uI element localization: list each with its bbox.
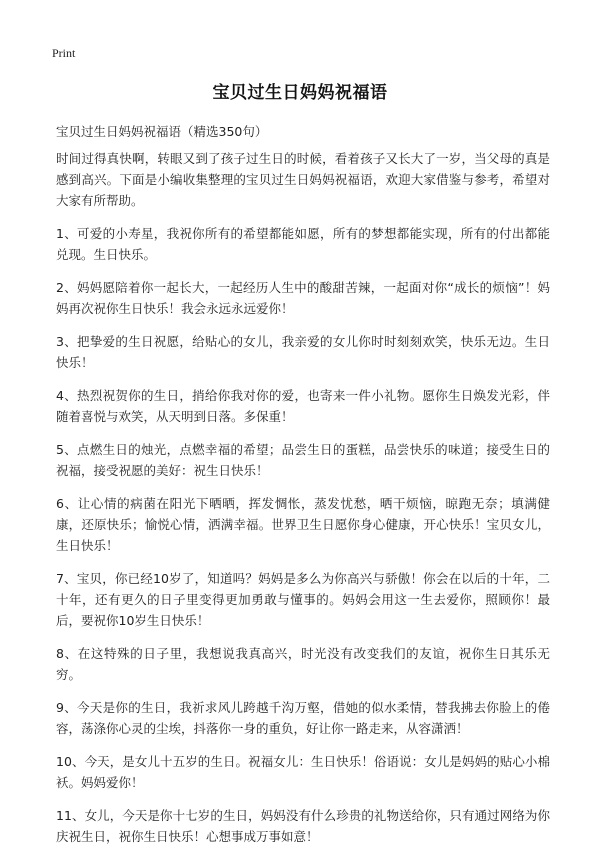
print-link[interactable]: Print (52, 46, 76, 60)
list-item: 9、今天是你的生日，我祈求风儿跨越千沟万壑，借她的似水柔情，替我拂去你脸上的倦容，荡涤你心灵的尘埃，抖落你一身的重负，好让你一路走来，从容潇洒！ (56, 700, 550, 736)
list-item: 7、宝贝，你已经10岁了，知道吗？妈妈是多么为你高兴与骄傲！你会在以后的十年，二十年，还有更久的日子里变得更加勇敢与懂事的。妈妈会用这一生去爱你，照顾你！最后，要祝你10岁生日快乐！ (56, 571, 550, 628)
list-item: 5、点燃生日的烛光，点燃幸福的希望；品尝生日的蛋糕，品尝快乐的味道；接受生日的祝福，接受祝愿的美好：祝生日快乐！ (56, 442, 550, 478)
list-item: 11、女儿，今天是你十七岁的生日，妈妈没有什么珍贵的礼物送给你，只有通过网络为你庆祝生日，祝你生日快乐！心想事成万事如意！ (56, 808, 550, 844)
list-item: 6、让心情的病菌在阳光下晒晒，挥发惆怅，蒸发忧愁，晒干烦恼，晾跑无奈；填满健康，还原快乐；愉悦心情，洒满幸福。世界卫生日愿你身心健康，开心快乐！宝贝女儿，生日快乐！ (56, 496, 550, 553)
intro-paragraph: 时间过得真快啊，转眼又到了孩子过生日的时候，看着孩子又长大了一岁，当父母的真是感到高兴。下面是小编收集整理的宝贝过生日妈妈祝福语，欢迎大家借鉴与参考，希望对大家有所帮助。 (56, 151, 550, 208)
page-title: 宝贝过生日妈妈祝福语 (212, 83, 388, 103)
page-subtitle: 宝贝过生日妈妈祝福语（精选350句） (56, 124, 268, 139)
list-item: 8、在这特殊的日子里，我想说我真高兴，时光没有改变我们的友谊，祝你生日其乐无穷。 (56, 646, 550, 682)
list-item: 1、可爱的小寿星，我祝你所有的希望都能如愿，所有的梦想都能实现，所有的付出都能兑现。生日快乐。 (56, 226, 550, 262)
list-item: 2、妈妈愿陪着你一起长大，一起经历人生中的酸甜苦辣，一起面对你“成长的烦恼”！妈妈再次祝你生日快乐！我会永远永远爱你！ (56, 280, 550, 316)
list-item: 10、今天，是女儿十五岁的生日。祝福女儿：生日快乐！俗语说：女儿是妈妈的贴心小棉袄。妈妈爱你！ (56, 754, 550, 790)
article-body (56, 148, 550, 859)
list-item: 4、热烈祝贺你的生日，捎给你我对你的爱，也寄来一件小礼物。愿你生日焕发光彩，伴随着喜悦与欢笑，从天明到日落。多保重！ (56, 388, 550, 424)
list-item: 3、把挚爱的生日祝愿，给贴心的女儿，我亲爱的女儿你时时刻刻欢笑，快乐无边。生日快乐！ (56, 334, 550, 370)
